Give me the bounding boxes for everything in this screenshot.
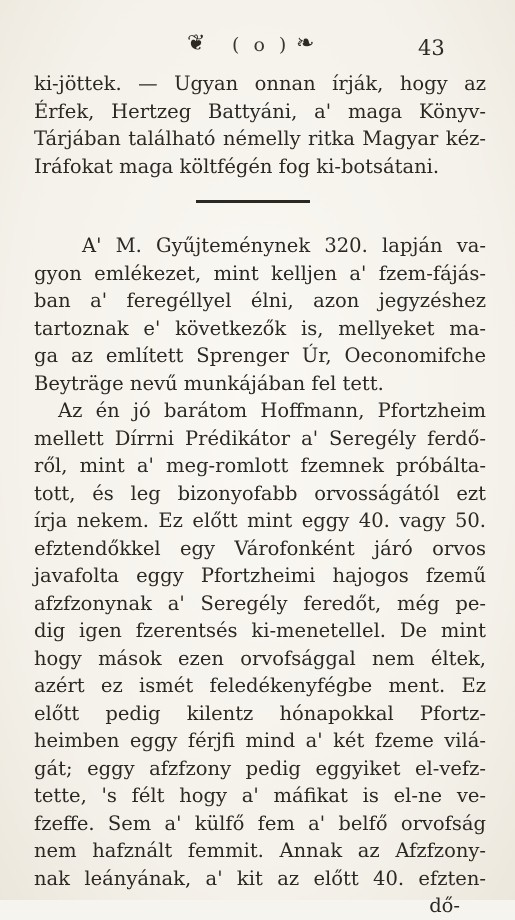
page-number: 43	[418, 36, 445, 60]
running-head	[0, 28, 515, 64]
text-line: nem hafznált femmit. Annak az Afzfzony-	[34, 839, 486, 862]
text-line: dig igen fzerentsés ki-menetellel. De mint	[34, 619, 486, 642]
catchword: dő-	[429, 894, 460, 917]
text-line: mellett Dírrni Prédikátor a' Seregély ferdő-	[34, 426, 486, 450]
page-mark: ( o )	[232, 34, 291, 56]
fleuron-right-icon: ❧	[296, 31, 315, 56]
paragraph-2	[34, 232, 486, 920]
text-line: Tárjában található némelly ritka Magyar kéz-	[34, 127, 486, 150]
section-divider	[196, 200, 310, 203]
text-line: írja nekem. Ez előtt mint eggy 40. vagy 50.	[34, 509, 486, 532]
text-line: Érfek, Hertzeg Battyáni, a' maga Könyv-	[34, 99, 486, 123]
text-line: gyon emlékezet, mint kelljen a' fzem-fájás-	[34, 261, 486, 285]
text-line: fzeffe. Sem a' külfő fem a' belfő orvofság	[34, 811, 486, 835]
text-line: tette, 's félt hogy a' máfikat is el-ne ve-	[34, 784, 486, 807]
text-line: efztendőkkel egy Várofonként járó orvos	[34, 536, 486, 560]
text-line: afzfzonynak a' Seregély feredőt, még pe-	[34, 591, 486, 615]
text-line: nak leányának, a' kit az előtt 40. efzten-	[34, 866, 486, 890]
paragraph-1	[34, 70, 486, 180]
text-line: tott, és leg bizonyofabb orvosságától ezt	[34, 481, 486, 505]
text-line: ről, mint a' meg-romlott fzemnek próbálta-	[34, 454, 486, 477]
text-line: Beyträge nevű munkájában fel tett.	[34, 371, 384, 395]
text-line: előtt pedig kilentz hónapokkal Pfortz-	[34, 701, 486, 725]
text-line: A' M. Gyűjteménynek 320. lapján va-	[82, 234, 486, 257]
fleuron-left-icon: ❦	[187, 31, 206, 56]
text-line: javafolta eggy Pfortzheimi hajogos fzemű	[34, 564, 486, 587]
text-line: ga az említett Sprenger Úr, Oeconomifche	[34, 344, 486, 367]
text-line: ki-jöttek. — Ugyan onnan írják, hogy az	[34, 72, 486, 95]
text-line: azért ez ismét feledékenyfégbe ment. Ez	[34, 674, 486, 697]
text-line: hogy mások ezen orvofsággal nem éltek,	[34, 646, 486, 670]
text-line: Iráfokat maga költfégén fog ki-botsátani.	[34, 154, 440, 178]
text-line: gát; eggy afzfzony pedig eggyiket el-vefz-	[34, 756, 486, 780]
text-line: Az én jó barátom Hoffmann, Pfortzheim	[58, 399, 486, 422]
text-line: heimben eggy férjfi mind a' két fzeme vilá-	[34, 729, 486, 752]
text-line: ban a' feregéllyel élni, azon jegyzéshez	[34, 289, 486, 312]
text-line: tartoznak e' következők is, mellyeket ma-	[34, 316, 486, 340]
